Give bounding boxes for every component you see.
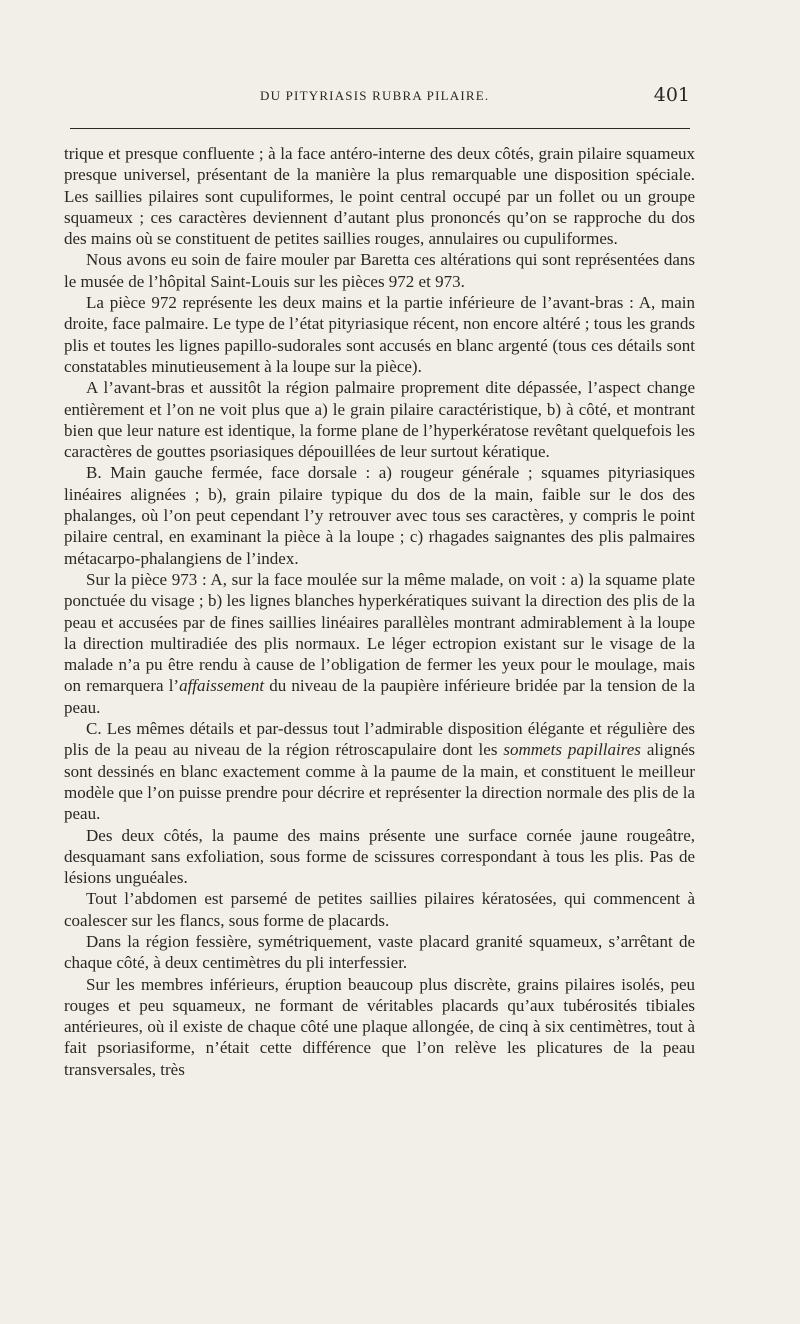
page-number: 401 <box>653 84 690 106</box>
paragraph: B. Main gauche fermée, face dorsale : a) rougeur générale ; squames pityriasiques linéaires alignées ; b), grain pilaire typique du dos de la main, faible sur le dos des phalanges, où l’on peut cependant l’y retrouver avec tous ses caractères, y compris le point pilaire central, en examinant la pièce à la loupe ; c) rhagades saignantes des plis palmaires métacarpo-phalangiens de l’index. <box>64 463 695 568</box>
paragraph: Des deux côtés, la paume des mains présente une surface cornée jaune rougeâtre, desquamant sans exfoliation, sous forme de scissures correspondant à tous les plis. Pas de lésions unguéales. <box>64 825 695 888</box>
paragraph: Sur les membres inférieurs, éruption beaucoup plus discrète, grains pilaires isolés, peu rouges et peu squameux, ne formant de véritables placards qu’aux tubérosités tibiales antérieures, où il existe de chaque côté une plaque allongée, de cinq à six centimètres, tout à fait psoriasiforme, n’était cette différence que l’on relève les plicatures de la peau transversales, très <box>64 974 695 1079</box>
paragraph <box>64 718 695 824</box>
page-header <box>64 84 690 114</box>
paragraph: A l’avant-bras et aussitôt la région palmaire proprement dite dépassée, l’aspect change entièrement et l’on ne voit plus que a) le grain pilaire caractéristique, b) à côté, et montrant bien que leur nature est identique, la forme plane de l’hyperkératose revêtant quelquefois les caractères de gouttes psoriasiques dépouillées de leur surtout kératique. <box>64 378 695 462</box>
emphasis-text: affaissement <box>179 676 265 696</box>
body-text <box>64 143 695 1080</box>
paragraph: Nous avons eu soin de faire mouler par Baretta ces altérations qui sont représentées dans le musée de l’hôpital Saint-Louis sur les pièces 972 et 973. <box>64 250 695 291</box>
paragraph-text: Sur la pièce 973 : A, sur la face moulée sur la même malade, on voit : a) la squame plate ponctuée du visage ; b) les lignes blanches hyperkératiques suivant la direction des plis de la peau et accusées par de fines saillies linéaires parallèles montrant admirablement à la loupe la direction multiradiée des plis normaux. Le léger ectropion existant sur le visage de la malade n’a pu être rendu à cause de l’obligation de fermer les yeux pour le moulage, mais on remarquera l’ <box>64 569 695 696</box>
paragraph <box>64 569 695 718</box>
paragraph-text: C. Les mêmes détails et par-dessus tout l’admirable disposition élégante et régulière des plis de la peau au niveau de la région rétroscapulaire dont les <box>64 719 695 760</box>
running-title: DU PITYRIASIS RUBRA PILAIRE. <box>260 88 490 103</box>
paragraph: Tout l’abdomen est parsemé de petites saillies pilaires kératosées, qui commencent à coalescer sur les flancs, sous forme de placards. <box>64 889 695 930</box>
paragraph: La pièce 972 représente les deux mains et la partie inférieure de l’avant-bras : A, main droite, face palmaire. Le type de l’état pityriasique récent, non encore altéré ; tous les grands plis et toutes les lignes papillo-sudorales sont accusés en blanc argenté (tous ces détails sont constatables minutieusement à la loupe sur la pièce). <box>64 293 695 376</box>
paragraph-text: du niveau de la paupière inférieure bridée par la tension de la peau. <box>64 676 695 717</box>
paragraph: Dans la région fessière, symétriquement, vaste placard granité squameux, s’arrêtant de chaque côté, à deux centimètres du pli interfessier. <box>64 931 695 973</box>
header-rule <box>70 128 690 129</box>
paragraph: trique et presque confluente ; à la face antéro-interne des deux côtés, grain pilaire squameux presque universel, présentant de la manière la plus remarquable une disposition spéciale. Les saillies pilaires sont cupuliformes, le point central occupé par un follet ou un groupe squameux ; ces caractères deviennent d’autant plus prononcés qu’on se rapproche du dos des mains où se constituent de petites saillies rouges, annulaires ou cupuliformes. <box>64 144 695 249</box>
emphasis-text: sommets papillaires <box>503 740 641 760</box>
paragraph-text: alignés sont dessinés en blanc exactement comme à la paume de la main, et constituent le meilleur modèle que l’on puisse prendre pour décrire et représenter la direction normale des plis de la peau. <box>64 740 695 824</box>
